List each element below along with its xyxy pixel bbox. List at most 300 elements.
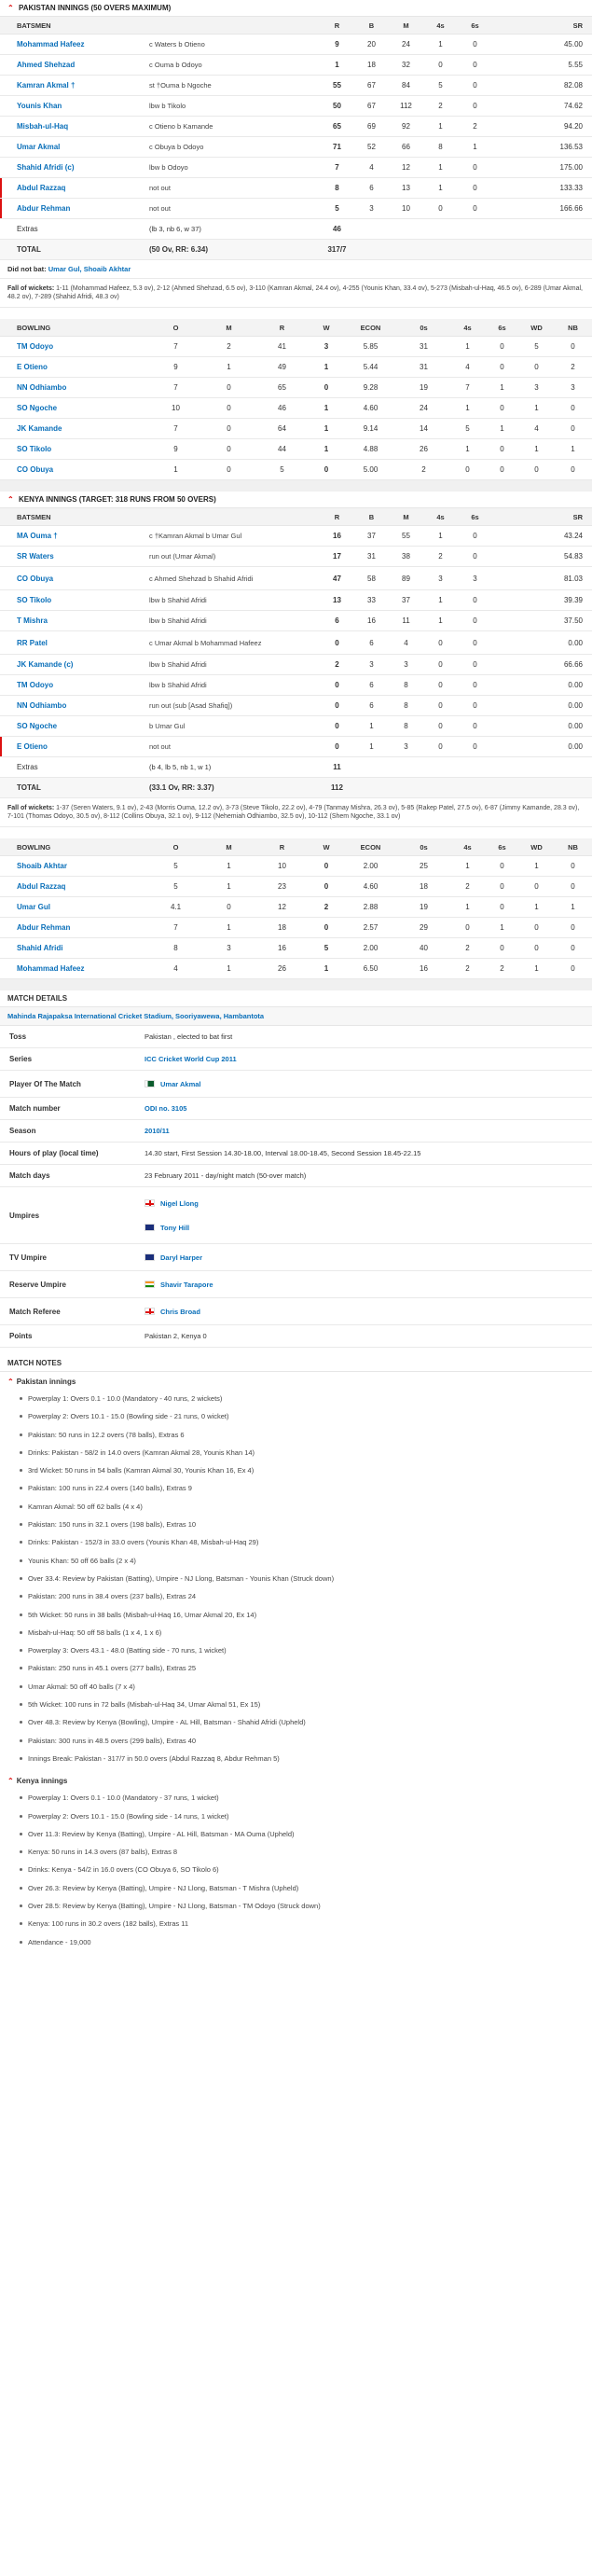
reserve-umpire-link[interactable]: Shavir Tarapore	[160, 1280, 213, 1289]
stat-nb: 0	[571, 964, 575, 973]
batsman-name-link[interactable]: Kamran Akmal †	[17, 81, 76, 90]
stat-dots: 2	[421, 465, 426, 474]
stat-wd: 1	[534, 404, 539, 412]
batsman-name-link[interactable]: Abdul Razzaq	[17, 184, 66, 192]
stat-m: 4	[404, 638, 408, 647]
note-item: Over 33.4: Review by Pakistan (Batting), Umpire - NJ Llong, Batsman - Younis Khan (Struck down)	[28, 1570, 592, 1587]
column-header: 4s	[436, 21, 445, 30]
stat-sixes: 0	[473, 660, 477, 669]
stat-nb: 0	[571, 923, 575, 932]
dismissal-text: c †Kamran Akmal b Umar Gul	[149, 532, 242, 540]
stat-fours: 8	[438, 143, 443, 151]
note-item: Kenya: 50 runs in 14.3 overs (87 balls), Extras 8	[28, 1843, 592, 1861]
stat-r: 0	[335, 742, 339, 751]
extras-label: Extras	[17, 225, 38, 233]
stat-sixes: 2	[473, 122, 477, 131]
dismissal-text: run out (Umar Akmal)	[149, 552, 216, 561]
stat-sr: 166.66	[559, 204, 583, 213]
stat-sr: 45.00	[563, 40, 583, 48]
batsman-name-link[interactable]: T Mishra	[17, 616, 48, 625]
note-item: Powerplay 1: Overs 0.1 - 10.0 (Mandatory - 40 runs, 2 wickets)	[28, 1390, 592, 1407]
column-header: W	[323, 842, 330, 852]
stat-fours: 0	[465, 465, 470, 474]
bowler-name-link[interactable]: NN Odhiambo	[17, 383, 67, 392]
batsman-name-link[interactable]: CO Obuya	[17, 574, 54, 583]
note-item: Drinks: Pakistan - 58/2 in 14.0 overs (Kamran Akmal 28, Younis Khan 14)	[28, 1444, 592, 1461]
notes-section-header[interactable]	[7, 1777, 592, 1785]
batsman-row	[0, 55, 592, 76]
stat-wd: 1	[534, 903, 539, 911]
stat-sr: 0.00	[568, 722, 583, 730]
stat-sixes: 0	[500, 862, 504, 870]
bowler-row	[0, 918, 592, 938]
batsman-row	[0, 547, 592, 567]
batsman-name-link[interactable]: JK Kamande (c)	[17, 660, 74, 669]
fow-label: Fall of wickets:	[7, 285, 55, 292]
stat-fours: 1	[465, 445, 470, 453]
stat-fours: 2	[465, 964, 470, 973]
bowler-name-link[interactable]: TM Odoyo	[17, 342, 54, 351]
column-header: WD	[530, 842, 543, 852]
stat-sixes: 0	[473, 102, 477, 110]
innings-title: KENYA INNINGS (TARGET: 318 RUNS FROM 50 OVERS)	[19, 494, 216, 504]
stat-m: 66	[402, 143, 410, 151]
stat-sr: 0.00	[568, 701, 583, 710]
column-header: B	[368, 512, 375, 521]
column-header: ECON	[360, 842, 381, 852]
stat-m: 8	[404, 681, 408, 689]
column-header: NB	[568, 842, 578, 852]
stat-nb: 0	[571, 944, 575, 952]
pakistan-innings-header[interactable]	[0, 0, 592, 17]
kenya-notes	[0, 1771, 592, 1955]
stat-econ: 5.00	[363, 465, 379, 474]
hours-value: 14.30 start, First Session 14.30-18.00, Interval 18.00-18.45, Second Session 18.45-22.15	[145, 1149, 421, 1157]
column-header: 6s	[471, 21, 479, 30]
pakistan-notes-list	[7, 1390, 592, 1767]
column-header: SR	[572, 21, 583, 30]
stat-sixes: 0	[473, 596, 477, 604]
stat-b: 16	[367, 616, 376, 625]
stat-r: 0	[335, 701, 339, 710]
column-header: 4s	[436, 512, 445, 521]
batsman-name-link[interactable]: Abdur Rehman	[17, 204, 71, 213]
batsman-row	[0, 567, 592, 590]
bowler-row	[0, 959, 592, 979]
stat-dots: 31	[420, 342, 428, 351]
bowler-name-link[interactable]: JK Kamande	[17, 424, 62, 433]
reserve-label: Reserve Umpire	[9, 1280, 66, 1289]
kenya-innings-header[interactable]	[0, 492, 592, 508]
dismissal-text: lbw b Shahid Afridi	[149, 616, 207, 625]
stat-o: 5	[173, 862, 178, 870]
kenya-batting-table	[0, 508, 592, 757]
stat-fours: 5	[438, 81, 443, 90]
batsman-name-link[interactable]: Mohammad Hafeez	[17, 40, 85, 48]
batsman-row	[0, 590, 592, 611]
stat-sr: 175.00	[559, 163, 583, 172]
points-label: Points	[9, 1332, 33, 1340]
dismissal-text: c Ouma b Odoyo	[149, 61, 202, 69]
stat-b: 33	[367, 596, 376, 604]
stat-fours: 2	[465, 882, 470, 891]
stat-sr: 37.50	[563, 616, 583, 625]
stat-sixes: 1	[500, 383, 504, 392]
total-value: 112	[331, 783, 343, 792]
stat-b: 67	[367, 102, 376, 110]
stat-r: 6	[335, 616, 339, 625]
stat-sr: 133.33	[559, 184, 583, 192]
stat-b: 1	[369, 742, 374, 751]
stat-sixes: 0	[500, 404, 504, 412]
stat-sr: 0.00	[568, 681, 583, 689]
stat-m: 13	[402, 184, 410, 192]
stat-m: 3	[404, 660, 408, 669]
note-item: Powerplay 2: Overs 10.1 - 15.0 (Bowling side - 14 runs, 1 wicket)	[28, 1807, 592, 1825]
hours-row	[0, 1143, 592, 1165]
stat-sixes: 0	[473, 532, 477, 540]
stat-r: 65	[278, 383, 286, 392]
column-header: BATSMEN	[17, 21, 51, 30]
stat-m: 37	[402, 596, 410, 604]
note-item: Attendance - 19,000	[28, 1933, 592, 1951]
stat-m: 38	[402, 552, 410, 561]
bowler-name-link[interactable]: Abdur Rehman	[17, 923, 71, 932]
note-item: 5th Wicket: 50 runs in 38 balls (Misbah-ul-Haq 16, Umar Akmal 20, Ex 14)	[28, 1606, 592, 1624]
stat-sr: 74.62	[563, 102, 583, 110]
toss-label: Toss	[9, 1032, 27, 1041]
stat-m: 0	[227, 383, 231, 392]
bowler-name-link[interactable]: SO Tikolo	[17, 445, 52, 453]
chevron-up-icon[interactable]: ⌃	[7, 1378, 14, 1386]
batsman-row	[0, 199, 592, 219]
stat-wd: 4	[534, 424, 539, 433]
section-gap	[0, 480, 592, 492]
chevron-up-icon[interactable]: ⌃	[7, 494, 14, 504]
batsman-name-link[interactable]: Ahmed Shehzad	[17, 61, 76, 69]
stat-nb: 0	[571, 342, 575, 351]
stat-r: 26	[278, 964, 286, 973]
batting-header-row	[0, 17, 592, 35]
stat-econ: 6.50	[363, 964, 379, 973]
stat-r: 65	[333, 122, 341, 131]
note-item: Over 11.3: Review by Kenya (Batting), Umpire - AL Hill, Batsman - MA Ouma (Upheld)	[28, 1825, 592, 1843]
stat-m: 2	[227, 342, 231, 351]
note-item: 5th Wicket: 100 runs in 72 balls (Misbah-ul-Haq 34, Umar Akmal 51, Ex 15)	[28, 1696, 592, 1713]
stat-sixes: 0	[473, 552, 477, 561]
matchno-label: Match number	[9, 1104, 61, 1113]
australia-flag-icon	[145, 1224, 155, 1231]
extras-row	[0, 757, 592, 778]
stat-o: 7	[173, 923, 178, 932]
stat-fours: 0	[438, 742, 443, 751]
bowler-name-link[interactable]: E Otieno	[17, 363, 48, 371]
stat-r: 17	[333, 552, 341, 561]
stat-r: 13	[333, 596, 341, 604]
column-header: 0s	[420, 842, 428, 852]
player-of-match-row	[0, 1071, 592, 1098]
batsman-name-link[interactable]: Misbah-ul-Haq	[17, 122, 69, 131]
bowler-name-link[interactable]: Mohammad Hafeez	[17, 964, 85, 973]
stat-wd: 3	[534, 383, 539, 392]
stat-dots: 40	[420, 944, 428, 952]
stat-w: 0	[324, 862, 329, 870]
stat-fours: 0	[465, 923, 470, 932]
extras-value: 46	[333, 225, 341, 233]
stat-m: 89	[402, 574, 410, 583]
batsman-name-link[interactable]: NN Odhiambo	[17, 701, 67, 710]
dismissal-text: c Otieno b Kamande	[149, 122, 213, 131]
stat-fours: 1	[465, 342, 470, 351]
stat-sixes: 0	[473, 742, 477, 751]
stat-nb: 2	[571, 363, 575, 371]
stat-w: 1	[324, 424, 329, 433]
stat-w: 2	[324, 903, 329, 911]
stat-wd: 0	[534, 923, 539, 932]
column-header: WD	[530, 323, 543, 332]
series-row	[0, 1048, 592, 1071]
column-header: O	[172, 323, 179, 332]
stat-sr: 43.24	[563, 532, 583, 540]
bowler-name-link[interactable]: Umar Gul	[17, 903, 51, 911]
total-label: TOTAL	[17, 783, 41, 792]
stat-wd: 0	[534, 363, 539, 371]
stat-m: 1	[227, 363, 231, 371]
series-link[interactable]: ICC Cricket World Cup 2011	[145, 1055, 237, 1063]
stat-sixes: 0	[500, 363, 504, 371]
column-header: ECON	[360, 323, 381, 332]
stat-dots: 29	[420, 923, 428, 932]
stat-o: 4.1	[170, 903, 182, 911]
batsman-name-link[interactable]: SR Waters	[17, 552, 54, 561]
stat-econ: 9.14	[363, 424, 379, 433]
bowler-name-link[interactable]: SO Ngoche	[17, 404, 58, 412]
column-header: O	[172, 842, 179, 852]
column-header: 6s	[498, 323, 506, 332]
umpire-link[interactable]: Nigel Llong	[160, 1198, 199, 1208]
tv-umpire-link[interactable]: Daryl Harper	[160, 1253, 203, 1262]
stat-fours: 3	[438, 574, 443, 583]
stat-fours: 4	[465, 363, 470, 371]
stat-r: 0	[335, 681, 339, 689]
pakistan-batting-table	[0, 17, 592, 219]
stat-b: 6	[369, 638, 374, 647]
stat-econ: 2.57	[363, 923, 379, 932]
reserve-umpire-row	[0, 1271, 592, 1298]
bowler-row	[0, 897, 592, 918]
stat-sixes: 0	[473, 722, 477, 730]
stat-wd: 0	[534, 465, 539, 474]
stat-b: 20	[367, 40, 376, 48]
stat-o: 7	[173, 424, 178, 433]
notes-section-header[interactable]	[7, 1378, 592, 1386]
stat-fours: 1	[465, 903, 470, 911]
stat-m: 1	[227, 862, 231, 870]
note-item: Innings Break: Pakistan - 317/7 in 50.0 overs (Abdul Razzaq 8, Abdur Rehman 5)	[28, 1750, 592, 1767]
season-row	[0, 1120, 592, 1143]
stat-r: 44	[278, 445, 286, 453]
stat-sixes: 0	[500, 882, 504, 891]
stat-fours: 1	[438, 184, 443, 192]
batsman-row	[0, 716, 592, 737]
stat-dots: 16	[420, 964, 428, 973]
dismissal-text: c Umar Akmal b Mohammad Hafeez	[149, 638, 262, 647]
hours-label: Hours of play (local time)	[9, 1149, 99, 1157]
column-header: W	[323, 323, 330, 332]
stat-wd: 0	[534, 944, 539, 952]
stat-fours: 2	[438, 552, 443, 561]
stat-dots: 19	[420, 903, 428, 911]
stat-r: 55	[333, 81, 341, 90]
stat-r: 41	[278, 342, 286, 351]
batsman-name-link[interactable]: SO Tikolo	[17, 596, 52, 604]
stat-wd: 1	[534, 862, 539, 870]
stat-r: 9	[335, 40, 339, 48]
stat-nb: 0	[571, 465, 575, 474]
batsman-name-link[interactable]: MA Ouma †	[17, 532, 58, 540]
match-days-row	[0, 1165, 592, 1187]
stat-nb: 1	[571, 903, 575, 911]
dismissal-text: lbw b Odoyo	[149, 163, 188, 172]
umpire-link[interactable]: Tony Hill	[160, 1223, 190, 1232]
stat-sixes: 2	[500, 964, 504, 973]
stat-sr: 66.66	[563, 660, 583, 669]
stat-b: 6	[369, 701, 374, 710]
stat-fours: 7	[465, 383, 470, 392]
stat-fours: 0	[438, 660, 443, 669]
stat-r: 64	[278, 424, 286, 433]
stat-w: 1	[324, 445, 329, 453]
total-row	[0, 778, 592, 798]
stat-b: 58	[367, 574, 376, 583]
bowler-row	[0, 460, 592, 480]
stat-m: 12	[402, 163, 410, 172]
stat-sixes: 0	[500, 903, 504, 911]
dnb-names[interactable]: Umar Gul, Shoaib Akhtar	[48, 265, 131, 273]
stat-fours: 0	[438, 204, 443, 213]
note-item: Over 26.3: Review by Kenya (Batting), Umpire - NJ Llong, Batsman - T Mishra (Upheld)	[28, 1879, 592, 1897]
notes-section-title: Pakistan innings	[16, 1378, 76, 1386]
stat-fours: 2	[438, 102, 443, 110]
bowler-row	[0, 337, 592, 357]
pom-label: Player Of The Match	[9, 1079, 81, 1088]
stat-nb: 0	[571, 424, 575, 433]
stat-o: 10	[172, 404, 180, 412]
bowler-name-link[interactable]: Shahid Afridi	[17, 944, 63, 952]
stat-b: 67	[367, 81, 376, 90]
note-item: Kamran Akmal: 50 off 62 balls (4 x 4)	[28, 1498, 592, 1516]
note-item: Powerplay 3: Overs 43.1 - 48.0 (Batting side - 70 runs, 1 wicket)	[28, 1641, 592, 1659]
column-header: BATSMEN	[17, 512, 51, 521]
stat-sr: 81.03	[563, 574, 583, 583]
season-link[interactable]: 2010/11	[145, 1127, 170, 1135]
stat-sixes: 0	[500, 342, 504, 351]
column-header: B	[368, 21, 375, 30]
batsman-name-link[interactable]: E Otieno	[17, 742, 48, 751]
pom-link[interactable]: Umar Akmal	[160, 1079, 201, 1088]
matchno-link[interactable]: ODI no. 3105	[145, 1104, 187, 1113]
batsman-row	[0, 526, 592, 547]
stat-b: 3	[369, 660, 374, 669]
stat-sixes: 0	[473, 616, 477, 625]
note-item: Pakistan: 150 runs in 32.1 overs (198 balls), Extras 10	[28, 1516, 592, 1533]
ground-link[interactable]: Mahinda Rajapaksa International Cricket Stadium, Sooriyawewa, Hambantota	[0, 1007, 592, 1026]
batsman-row	[0, 137, 592, 158]
dismissal-text: lbw b Tikolo	[149, 102, 186, 110]
column-header: R	[279, 842, 285, 852]
batsman-name-link[interactable]: RR Patel	[17, 638, 48, 647]
tv-label: TV Umpire	[9, 1253, 48, 1262]
total-detail: (50 Ov, RR: 6.34)	[149, 245, 208, 254]
stat-r: 23	[278, 882, 286, 891]
stat-b: 6	[369, 184, 374, 192]
stat-wd: 1	[534, 964, 539, 973]
bowler-row	[0, 439, 592, 460]
batsman-name-link[interactable]: SO Ngoche	[17, 722, 58, 730]
chevron-up-icon[interactable]: ⌃	[7, 3, 14, 12]
stat-r: 49	[278, 363, 286, 371]
bowler-row	[0, 357, 592, 378]
bowler-name-link[interactable]: Shoaib Akhtar	[17, 862, 67, 870]
stat-fours: 2	[465, 944, 470, 952]
batsman-name-link[interactable]: Younis Khan	[17, 102, 62, 110]
note-item: Misbah-ul-Haq: 50 off 58 balls (1 x 4, 1 x 6)	[28, 1624, 592, 1641]
bowler-name-link[interactable]: Abdul Razzaq	[17, 882, 66, 891]
stat-o: 1	[173, 465, 178, 474]
pakistan-flag-icon	[145, 1080, 155, 1087]
bowler-name-link[interactable]: CO Obuya	[17, 465, 54, 474]
australia-flag-icon	[145, 1253, 155, 1261]
stat-econ: 4.88	[363, 445, 379, 453]
batsman-name-link[interactable]: Umar Akmal	[17, 143, 61, 151]
stat-r: 0	[335, 638, 339, 647]
note-item: Pakistan: 100 runs in 22.4 overs (140 balls), Extras 9	[28, 1479, 592, 1497]
stat-m: 55	[402, 532, 410, 540]
stat-sixes: 0	[500, 944, 504, 952]
stat-w: 5	[324, 944, 329, 952]
column-header: R	[334, 21, 340, 30]
stat-w: 1	[324, 964, 329, 973]
batsman-name-link[interactable]: TM Odoyo	[17, 681, 54, 689]
stat-sr: 0.00	[568, 638, 583, 647]
dismissal-text: b Umar Gul	[149, 722, 186, 730]
stat-m: 3	[404, 742, 408, 751]
note-item: Pakistan: 300 runs in 48.5 overs (299 balls), Extras 40	[28, 1732, 592, 1750]
chevron-up-icon[interactable]: ⌃	[7, 1777, 14, 1786]
batsman-name-link[interactable]: Shahid Afridi (c)	[17, 163, 75, 172]
batsman-row	[0, 158, 592, 178]
match-number-row	[0, 1098, 592, 1120]
stat-fours: 0	[438, 638, 443, 647]
extras-label: Extras	[17, 763, 38, 771]
stat-nb: 3	[571, 383, 575, 392]
notes-section-title: Kenya innings	[16, 1777, 68, 1786]
toss-row	[0, 1026, 592, 1048]
referee-link[interactable]: Chris Broad	[160, 1307, 200, 1316]
bowler-row	[0, 419, 592, 439]
stat-m: 32	[402, 61, 410, 69]
days-label: Match days	[9, 1171, 50, 1180]
stat-sr: 82.08	[563, 81, 583, 90]
points-row	[0, 1325, 592, 1348]
stat-dots: 14	[420, 424, 428, 433]
stat-r: 18	[278, 923, 286, 932]
points-value: Pakistan 2, Kenya 0	[145, 1332, 207, 1340]
bowling-header-row	[0, 319, 592, 337]
dismissal-text: lbw b Shahid Afridi	[149, 660, 207, 669]
stat-econ: 4.60	[363, 882, 379, 891]
stat-sr: 94.20	[563, 122, 583, 131]
